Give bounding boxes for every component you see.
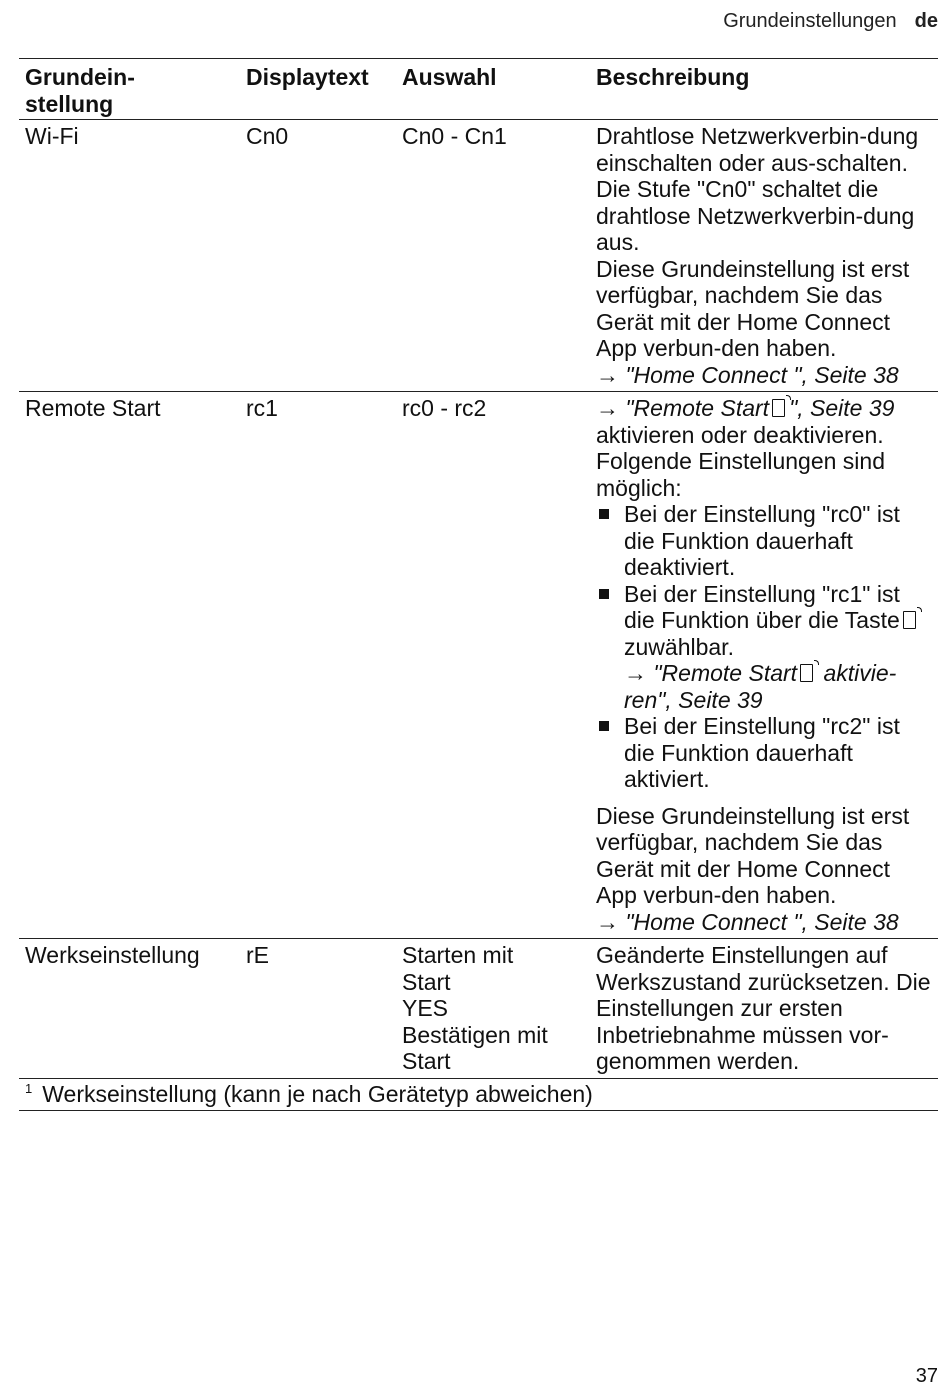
selection-steps xyxy=(396,939,590,1079)
footnote-marker: 1 xyxy=(25,1080,33,1096)
list-item-text: Bei der Einstellung "rc0" ist die Funktion dauerhaft deaktiviert. xyxy=(624,501,900,580)
remote-start-icon xyxy=(772,399,785,417)
cross-reference-link[interactable]: → "Home Connect ", Seite 38 xyxy=(596,908,899,935)
column-header-description: Beschreibung xyxy=(590,59,938,120)
footnote xyxy=(19,1078,938,1111)
list-item xyxy=(596,501,932,581)
display-text: rc1 xyxy=(240,392,396,939)
description xyxy=(590,120,938,392)
table-header-row xyxy=(19,59,938,120)
spacer xyxy=(596,793,932,803)
display-text: Cn0 xyxy=(240,120,396,392)
table-row-remote-start xyxy=(19,392,938,939)
description-text: Geänderte Einstellungen auf Werkszustand zurücksetzen. Die Einstellungen zur ersten Inbetriebnahme müssen vor-genommen werden. xyxy=(596,942,931,1074)
description-text: Diese Grundeinstellung ist erst verfügbar, nachdem Sie das Gerät mit der Home Connect App verbun-den haben. xyxy=(596,802,910,908)
list-item-text: zuwählbar. xyxy=(624,633,734,660)
start-button-label: Start xyxy=(402,968,451,995)
list-item xyxy=(596,713,932,793)
table-row-wifi xyxy=(19,120,938,392)
selection-range: rc0 - rc2 xyxy=(396,392,590,939)
table-row-factory-reset xyxy=(19,939,938,1079)
options-list xyxy=(596,501,932,793)
footnote-text: Werkseinstellung (kann je nach Gerätetyp abweichen) xyxy=(42,1080,593,1107)
ref-text: → "Remote Start xyxy=(624,660,798,686)
remote-start-icon xyxy=(800,664,813,682)
remote-start-icon xyxy=(903,611,916,629)
list-item-text: Bei der Einstellung "rc2" ist die Funktion dauerhaft aktiviert. xyxy=(624,713,900,792)
bullet-square-icon xyxy=(599,509,609,519)
selection-text: Starten mit xyxy=(402,942,514,968)
bullet-square-icon xyxy=(599,589,609,599)
column-header-display: Displaytext xyxy=(240,59,396,120)
ref-text: ", Seite 39 xyxy=(789,395,895,421)
ref-text: → "Remote Start xyxy=(596,395,770,421)
table-footnote-row xyxy=(19,1078,938,1111)
setting-name: Remote Start xyxy=(19,392,240,939)
start-button-label: Start xyxy=(402,1048,451,1074)
description-text: Diese Grundeinstellung ist erst verfügbar, nachdem Sie das Gerät mit der Home Connect App verbun-den haben. xyxy=(596,255,910,361)
column-header-selection: Auswahl xyxy=(396,59,590,120)
cross-reference-link[interactable] xyxy=(596,395,894,421)
description-text: Folgende Einstellungen sind möglich: xyxy=(596,448,885,501)
description-text: Die Stufe "Cn0" schaltet die drahtlose Netzwerkverbin-dung aus. xyxy=(596,176,915,255)
description xyxy=(590,939,938,1079)
bullet-square-icon xyxy=(599,721,609,731)
list-item-text: Bei der Einstellung "rc1" ist die Funktion über die Taste xyxy=(624,580,900,633)
setting-name: Werkseinstellung xyxy=(19,939,240,1079)
list-item xyxy=(596,581,932,714)
cross-reference-link[interactable]: → "Home Connect ", Seite 38 xyxy=(596,361,899,388)
column-header-setting: Grundein- stellung xyxy=(19,59,240,120)
cross-reference-link[interactable] xyxy=(624,660,896,713)
selection-text: YES xyxy=(402,995,449,1021)
ref-text: aktivie-ren", Seite 39 xyxy=(624,660,897,713)
page-header xyxy=(723,8,938,34)
language-code: de xyxy=(914,10,938,32)
description-text: Drahtlose Netzwerkverbin-dung einschalten oder aus-schalten. xyxy=(596,123,919,176)
setting-name: Wi-Fi xyxy=(19,120,240,392)
selection-text: Bestätigen mit xyxy=(402,1021,548,1048)
selection-range: Cn0 - Cn1 xyxy=(396,120,590,392)
display-text: rE xyxy=(240,939,396,1079)
page-number: 37 xyxy=(915,1365,938,1387)
section-title: Grundeinstellungen xyxy=(723,10,897,32)
settings-table xyxy=(19,58,938,1111)
description-text: aktivieren oder deaktivieren. xyxy=(596,421,884,448)
description xyxy=(590,392,938,939)
